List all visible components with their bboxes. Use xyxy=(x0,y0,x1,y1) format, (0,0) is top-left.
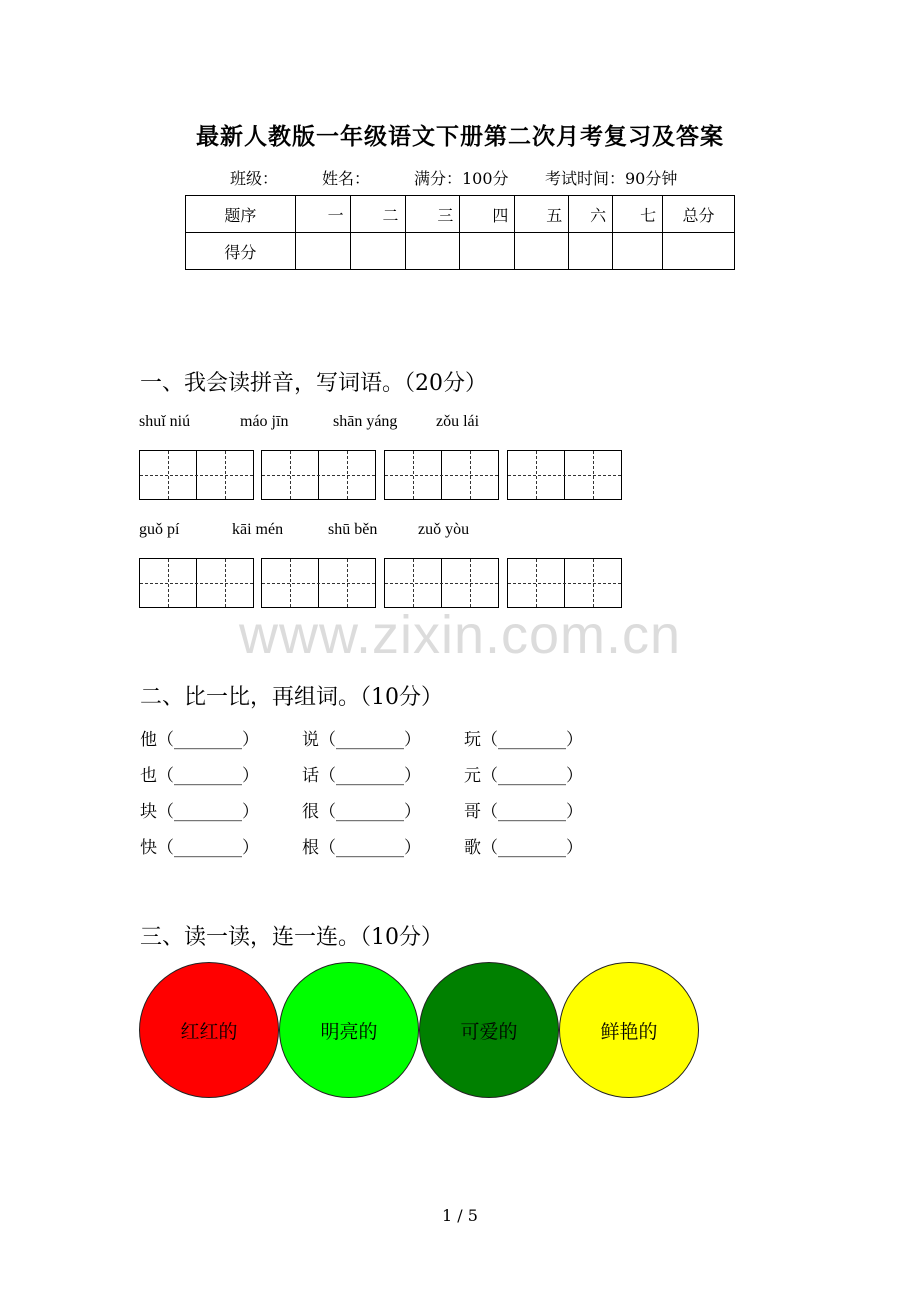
word-blank[interactable]: 快（________） xyxy=(140,838,259,858)
exam-time: 考试时间：90分钟 xyxy=(545,169,678,188)
pinyin-label: zǒu lái xyxy=(436,413,480,430)
score-cell[interactable] xyxy=(460,233,515,270)
header-cell: 七 xyxy=(613,196,663,233)
score-cell[interactable] xyxy=(350,233,405,270)
writing-grid[interactable] xyxy=(261,558,376,608)
word-blank[interactable]: 哥（________） xyxy=(464,802,583,822)
header-cell: 四 xyxy=(460,196,515,233)
header-cell: 一 xyxy=(295,196,350,233)
circle-label: 鲜艳的 xyxy=(600,1020,658,1043)
section2-heading: 二、比一比，再组词。（10分） xyxy=(140,685,443,710)
word-blank[interactable]: 歌（________） xyxy=(464,838,583,858)
pinyin-label: shān yáng xyxy=(333,413,398,430)
circle-label: 可爱的 xyxy=(460,1020,518,1043)
circle-label: 红红的 xyxy=(180,1020,238,1043)
pinyin-label: shuǐ niú xyxy=(139,413,191,430)
writing-grid[interactable] xyxy=(384,558,499,608)
score-table-header-row xyxy=(186,196,735,233)
section1-heading: 一、我会读拼音，写词语。（20分） xyxy=(140,371,487,396)
page-number: 1 / 5 xyxy=(442,1206,478,1225)
section3-heading: 三、读一读，连一连。（10分） xyxy=(140,925,443,950)
word-blank[interactable]: 玩（________） xyxy=(464,730,583,750)
word-blank[interactable]: 话（________） xyxy=(302,766,421,786)
word-blank[interactable]: 根（________） xyxy=(302,838,421,858)
writing-grid[interactable] xyxy=(507,558,622,608)
circle-yellow[interactable] xyxy=(559,962,699,1098)
circle-bright-green[interactable] xyxy=(279,962,419,1098)
class-label: 班级： xyxy=(230,169,279,188)
word-blank[interactable]: 说（________） xyxy=(302,730,421,750)
score-cell[interactable] xyxy=(295,233,350,270)
score-cell[interactable] xyxy=(663,233,735,270)
word-blank[interactable]: 也（________） xyxy=(140,766,259,786)
circle-label: 明亮的 xyxy=(320,1020,378,1043)
score-table-score-row xyxy=(186,233,735,270)
word-blank[interactable]: 元（________） xyxy=(464,766,583,786)
header-cell: 三 xyxy=(405,196,460,233)
circle-red[interactable] xyxy=(139,962,279,1098)
writing-grid[interactable] xyxy=(261,450,376,500)
name-label: 姓名： xyxy=(322,169,371,188)
pinyin-label: shū běn xyxy=(328,521,378,538)
header-cell: 总分 xyxy=(663,196,735,233)
writing-grid[interactable] xyxy=(384,450,499,500)
document-title: 最新人教版一年级语文下册第二次月考复习及答案 xyxy=(196,123,724,150)
score-cell[interactable] xyxy=(613,233,663,270)
pinyin-label: máo jīn xyxy=(240,413,289,430)
word-blank[interactable]: 很（________） xyxy=(302,802,421,822)
writing-grid[interactable] xyxy=(139,558,254,608)
pinyin-label: kāi mén xyxy=(232,521,284,538)
score-cell[interactable] xyxy=(569,233,613,270)
writing-grid[interactable] xyxy=(507,450,622,500)
header-cell: 二 xyxy=(350,196,405,233)
pinyin-label: zuǒ yòu xyxy=(418,521,470,538)
pinyin-label: guǒ pí xyxy=(139,521,180,538)
word-blank[interactable]: 他（________） xyxy=(140,730,259,750)
score-table xyxy=(185,195,735,270)
header-cell: 题序 xyxy=(186,196,296,233)
score-cell[interactable] xyxy=(515,233,569,270)
word-blank[interactable]: 块（________） xyxy=(140,802,259,822)
score-row-label: 得分 xyxy=(186,233,296,270)
circle-dark-green[interactable] xyxy=(419,962,559,1098)
writing-grid[interactable] xyxy=(139,450,254,500)
header-cell: 五 xyxy=(515,196,569,233)
header-cell: 六 xyxy=(569,196,613,233)
score-cell[interactable] xyxy=(405,233,460,270)
full-score: 满分：100分 xyxy=(414,169,509,188)
watermark: www.zixin.com.cn xyxy=(238,605,682,665)
